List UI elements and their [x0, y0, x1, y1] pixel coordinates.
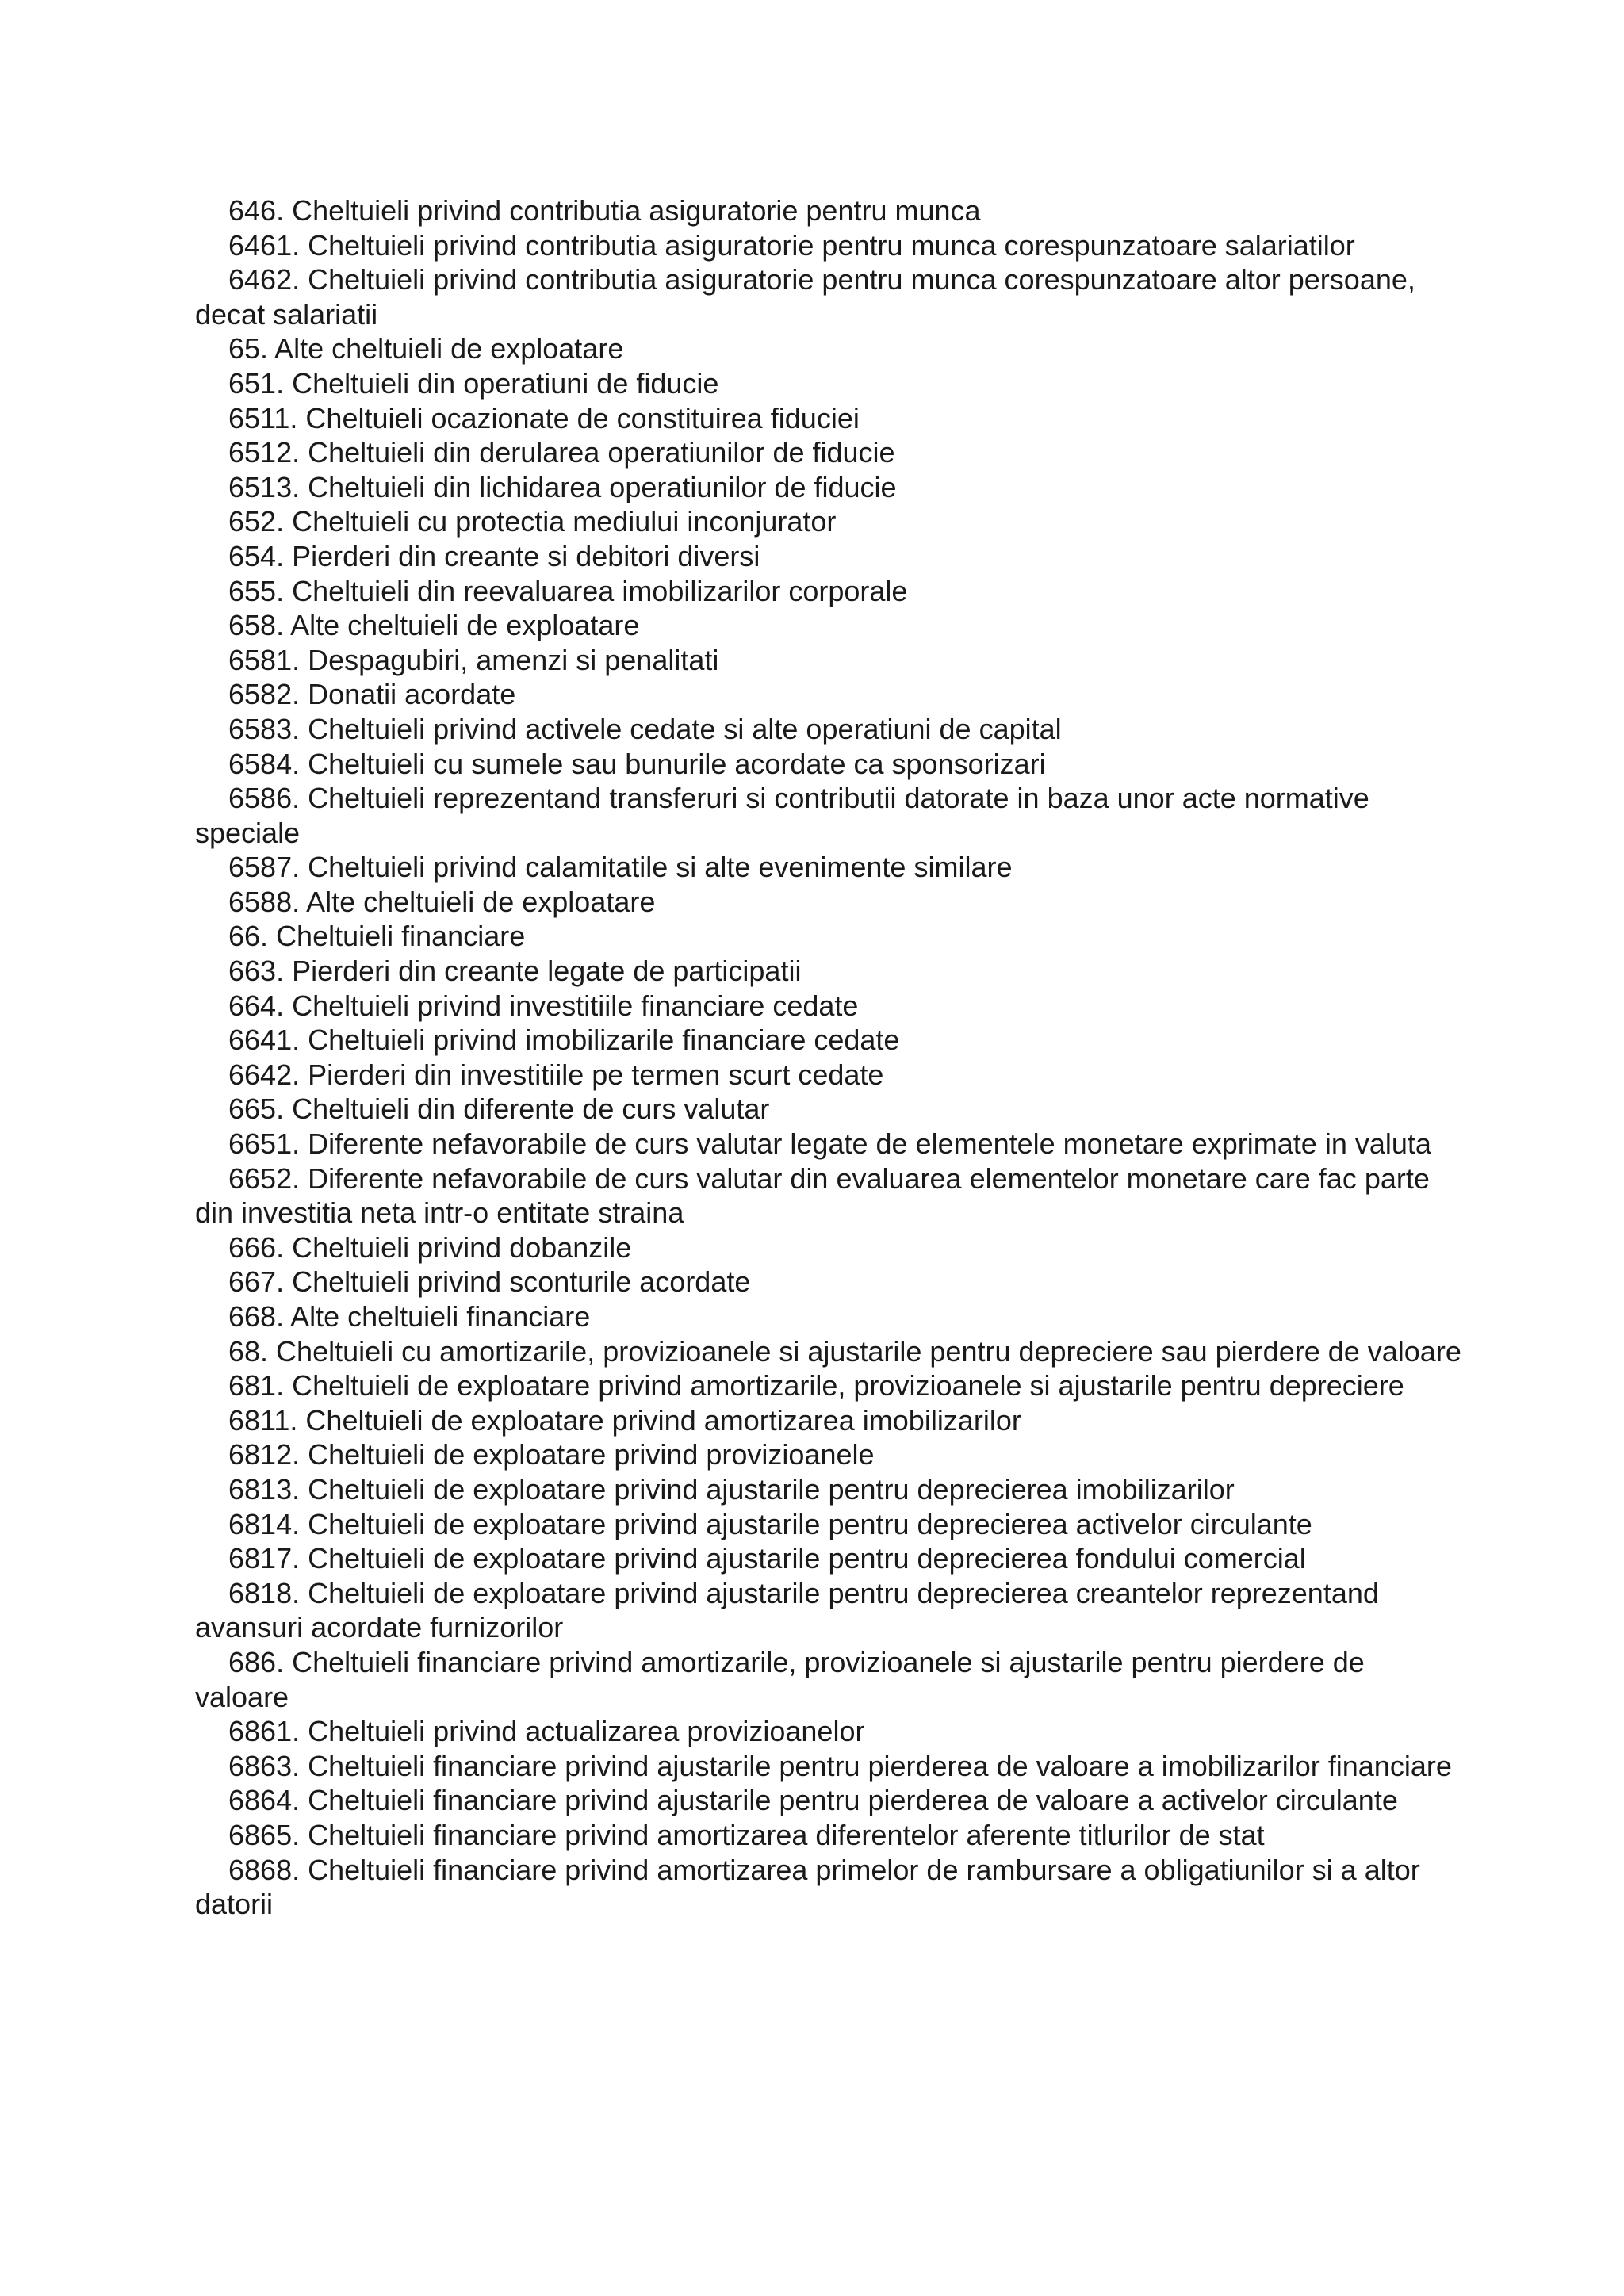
account-entry: 66. Cheltuieli financiare	[228, 920, 526, 953]
account-entry: 652. Cheltuieli cu protectia mediului inconjurator	[228, 505, 837, 538]
account-entry: 68. Cheltuieli cu amortizarile, provizioanele si ajustarile pentru depreciere sau pierdere de valoare	[228, 1334, 1461, 1368]
account-entry: 663. Pierderi din creante legate de participatii	[228, 955, 802, 988]
account-entry: 6864. Cheltuieli financiare privind ajustarile pentru pierderea de valoare a activelor circulante	[228, 1784, 1398, 1817]
account-entry: 6588. Alte cheltuieli de exploatare	[228, 885, 656, 918]
account-entry: 6513. Cheltuieli din lichidarea operatiunilor de fiducie	[228, 470, 897, 503]
account-entry: 6812. Cheltuieli de exploatare privind provizioanele	[228, 1438, 875, 1471]
account-entry: 6811. Cheltuieli de exploatare privind amortizarea imobilizarilor	[228, 1403, 1021, 1437]
account-entry: 6861. Cheltuieli privind actualizarea provizioanelor	[228, 1715, 865, 1748]
account-entry: 6584. Cheltuieli cu sumele sau bunurile acordate ca sponsorizari	[228, 747, 1046, 780]
account-entry: 6586. Cheltuieli reprezentand transferuri si contributii datorate in baza unor acte normative speciale	[195, 782, 1369, 849]
account-entry: 6581. Despagubiri, amenzi si penalitati	[228, 643, 719, 676]
account-entry: 6461. Cheltuieli privind contributia asiguratorie pentru munca corespunzatoare salariatilor	[228, 228, 1355, 262]
account-entry: 668. Alte cheltuieli financiare	[228, 1300, 591, 1333]
account-entry: 655. Cheltuieli din reevaluarea imobilizarilor corporale	[228, 574, 908, 607]
account-entry: 666. Cheltuieli privind dobanzile	[228, 1230, 632, 1264]
account-entry: 6814. Cheltuieli de exploatare privind ajustarile pentru deprecierea activelor circulante	[228, 1507, 1312, 1540]
account-entry: 664. Cheltuieli privind investitiile financiare cedate	[228, 989, 859, 1022]
account-entry: 6652. Diferente nefavorabile de curs valutar din evaluarea elementelor monetare care fac parte din investitia neta intr-o entitate straina	[195, 1161, 1430, 1230]
account-entry: 6863. Cheltuieli financiare privind ajustarile pentru pierderea de valoare a imobilizarilor financiare	[228, 1749, 1452, 1782]
account-entry: 6582. Donatii acordate	[228, 678, 516, 711]
account-entry: 6865. Cheltuieli financiare privind amortizarea diferentelor aferente titlurilor de stat	[228, 1818, 1265, 1851]
account-entry: 6813. Cheltuieli de exploatare privind ajustarile pentru deprecierea imobilizarilor	[228, 1472, 1235, 1506]
account-entry: 65. Alte cheltuieli de exploatare	[228, 332, 624, 365]
account-list	[195, 193, 1464, 1922]
account-entry: 658. Alte cheltuieli de exploatare	[228, 609, 640, 642]
account-entry: 6583. Cheltuieli privind activele cedate si alte operatiuni de capital	[228, 712, 1062, 745]
account-entry: 6462. Cheltuieli privind contributia asiguratorie pentru munca corespunzatoare altor persoane, decat salariatii	[195, 263, 1415, 331]
account-entry: 646. Cheltuieli privind contributia asiguratorie pentru munca	[228, 194, 981, 227]
account-entry: 6641. Cheltuieli privind imobilizarile financiare cedate	[228, 1024, 900, 1057]
account-entry: 651. Cheltuieli din operatiuni de fiducie	[228, 366, 719, 400]
account-entry: 6818. Cheltuieli de exploatare privind ajustarile pentru deprecierea creantelor reprezentand avansuri acordate furnizorilor	[195, 1576, 1379, 1644]
account-entry: 6642. Pierderi din investitiile pe termen scurt cedate	[228, 1058, 884, 1091]
account-entry: 667. Cheltuieli privind sconturile acordate	[228, 1265, 751, 1299]
account-entry: 665. Cheltuieli din diferente de curs valutar	[228, 1093, 770, 1126]
account-entry: 6511. Cheltuieli ocazionate de constituirea fiduciei	[228, 401, 860, 434]
account-entry: 6817. Cheltuieli de exploatare privind ajustarile pentru deprecierea fondului comercial	[228, 1542, 1306, 1575]
account-entry: 6587. Cheltuieli privind calamitatile si alte evenimente similare	[228, 851, 1013, 884]
account-entry: 6651. Diferente nefavorabile de curs valutar legate de elementele monetare exprimate in valuta	[228, 1127, 1431, 1161]
account-entry: 654. Pierderi din creante si debitori diversi	[228, 539, 760, 572]
account-entry: 681. Cheltuieli de exploatare privind amortizarile, provizioanele si ajustarile pentru depreciere	[228, 1369, 1404, 1402]
account-entry: 6512. Cheltuieli din derularea operatiunilor de fiducie	[228, 436, 895, 469]
account-entry: 686. Cheltuieli financiare privind amortizarile, provizioanele si ajustarile pentru pierdere de valoare	[195, 1645, 1365, 1713]
account-entry: 6868. Cheltuieli financiare privind amortizarea primelor de rambursare a obligatiunilor si a altor datorii	[195, 1853, 1420, 1921]
